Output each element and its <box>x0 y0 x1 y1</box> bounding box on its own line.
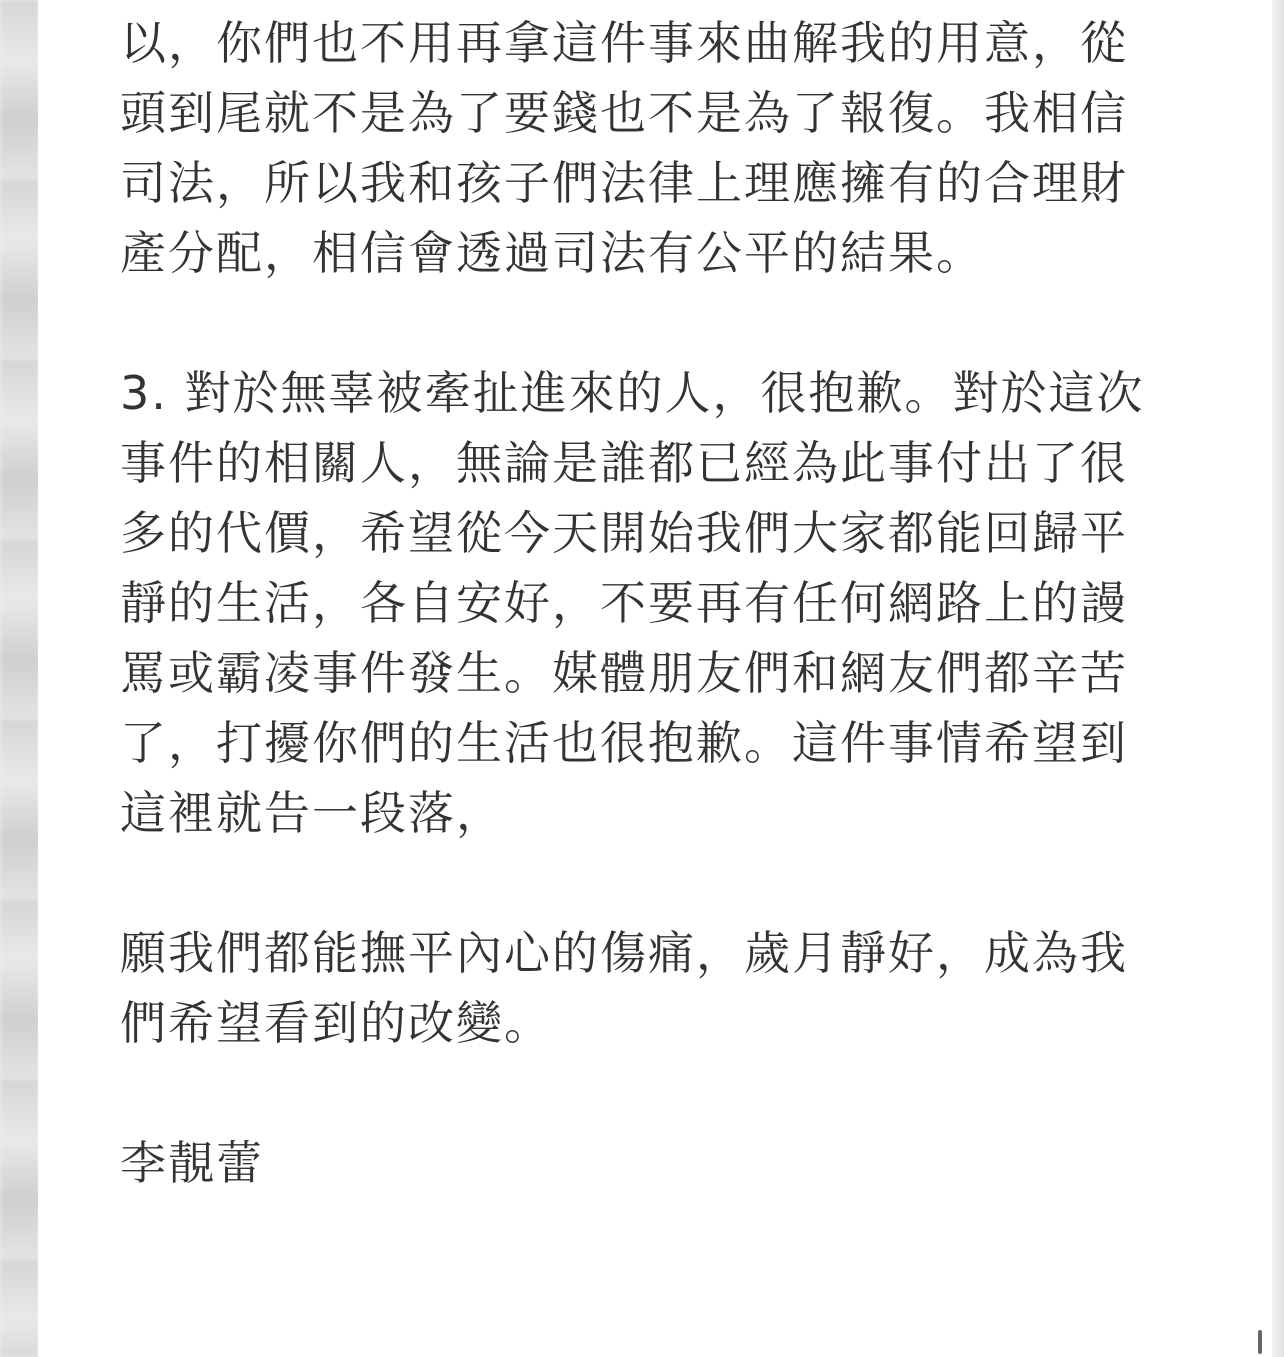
statement-text <box>120 8 1180 1198</box>
right-edge <box>1272 0 1284 1357</box>
paragraph-gap <box>120 1058 1180 1128</box>
scrollbar-thumb[interactable] <box>1258 1330 1262 1354</box>
signature: 李靚蕾 <box>120 1136 264 1190</box>
paragraph-2: 3. 對於無辜被牽扯進來的人，很抱歉。對於這次 事件的相關人，無論是誰都已經為此事付出了很 多的代價，希望從今天開始我們大家都能回歸平 靜的生活，各自安好，不要再有任何網路上的謾 罵或霸凌事件發生。媒體朋友們和網友們都辛苦 了，打擾你們的生活也很抱歉。這件事情希望到 這裡就告一段落， <box>120 366 1145 840</box>
blurred-left-edge <box>0 0 40 1357</box>
paragraph-gap <box>120 288 1180 358</box>
paragraph-1: 以，你們也不用再拿這件事來曲解我的用意，從 頭到尾就不是為了要錢也不是為了報復。我相信 司法，所以我和孩子們法律上理應擁有的合理財 產分配，相信會透過司法有公平的結果。 <box>120 16 1128 280</box>
paragraph-gap <box>120 848 1180 918</box>
paragraph-3: 願我們都能撫平內心的傷痛，歲月靜好，成為我 們希望看到的改變。 <box>120 926 1128 1050</box>
